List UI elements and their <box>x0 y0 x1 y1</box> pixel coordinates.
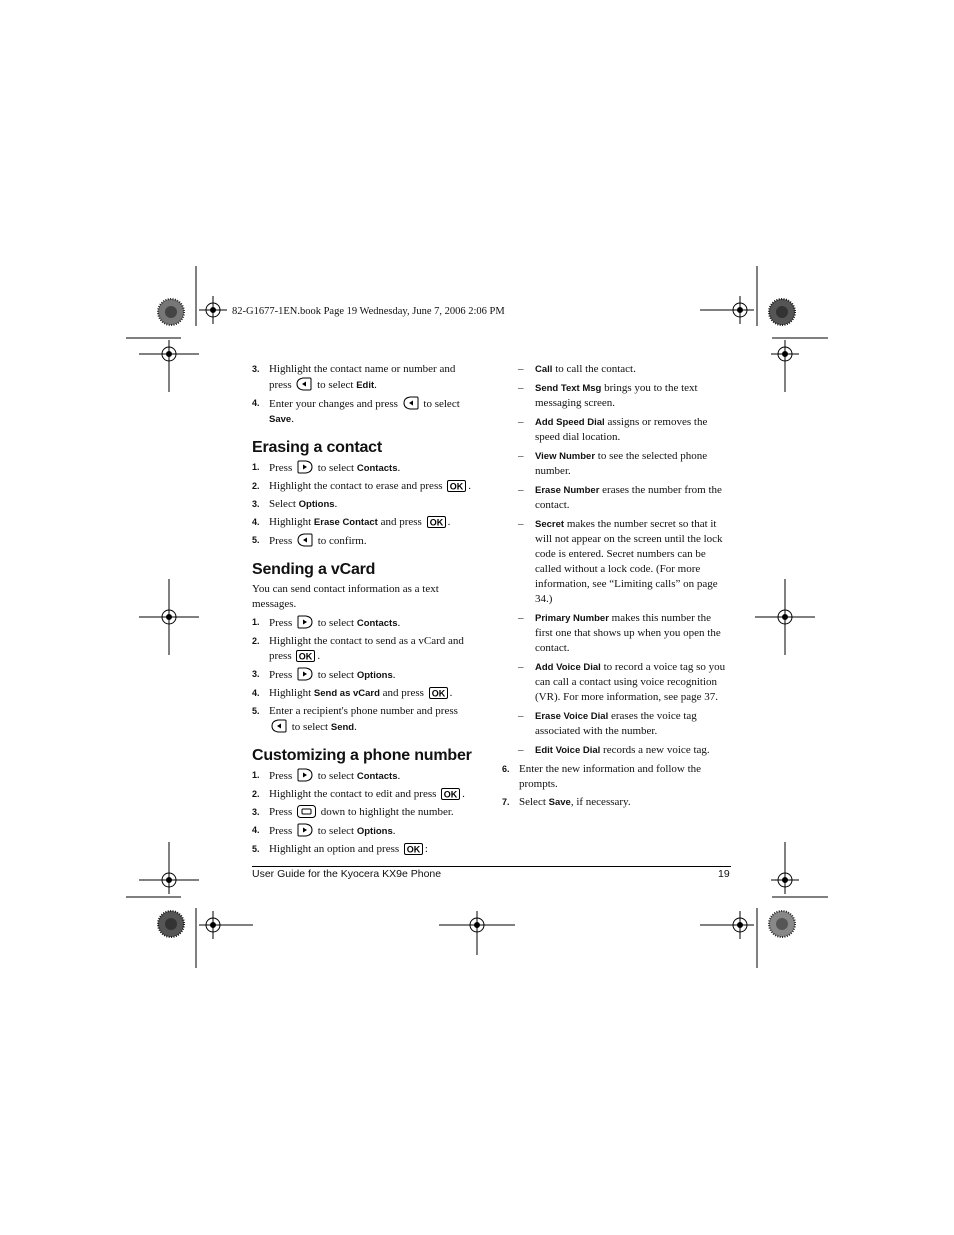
left-softkey-icon <box>297 533 313 547</box>
left-column <box>252 362 477 860</box>
step-text <box>269 462 400 474</box>
option-key: View Number <box>535 451 596 462</box>
step-before: Press <box>269 669 295 681</box>
step-before: Highlight the contact to edit and press <box>269 788 440 800</box>
list-item <box>252 615 477 631</box>
right-softkey-icon <box>297 615 313 629</box>
vcard-intro: You can send contact information as a text messages. <box>252 583 439 610</box>
step-before: Enter the new information and follow the prompts. <box>519 763 702 790</box>
book-header: 82-G1677-1EN.book Page 19 Wednesday, June 7, 2006 2:06 PM <box>232 306 505 317</box>
option-key: Erase Number <box>535 485 600 496</box>
list-item <box>502 762 730 792</box>
list-item <box>252 362 477 393</box>
step-end: . <box>317 650 321 662</box>
menu-key: Save <box>269 414 292 425</box>
list-item <box>252 842 477 857</box>
menu-key: Erase Contact <box>313 517 378 528</box>
step-after: to select <box>289 721 331 733</box>
bullet-dash: – <box>518 710 524 722</box>
bullet-dash: – <box>518 363 524 375</box>
step-number: 3. <box>252 499 260 509</box>
step-text <box>269 806 454 818</box>
option-item <box>502 362 730 377</box>
option-item <box>502 743 730 758</box>
step-text <box>269 788 465 800</box>
step-number: 4. <box>252 517 260 527</box>
option-item <box>502 660 730 705</box>
step-number: 2. <box>252 636 260 646</box>
list-item <box>252 787 477 802</box>
step-text <box>269 705 458 733</box>
list-item <box>252 460 477 476</box>
bullet-dash: – <box>518 518 524 530</box>
option-key: Call <box>535 364 553 375</box>
option-description: makes the number secret so that it will not appear on the screen until the lock code is entered. Secret numbers can be called without a lock code. (For more information, see “Limiting calls” on page 34.) <box>535 518 723 605</box>
step-after: to select <box>420 398 460 410</box>
step-before: Press <box>269 535 295 547</box>
option-item <box>502 415 730 445</box>
step-text <box>269 825 395 837</box>
option-description: assigns or removes the speed dial location. <box>535 416 708 443</box>
step-end: . <box>354 721 357 733</box>
option-key: Erase Voice Dial <box>535 711 609 722</box>
svg-text:OK: OK <box>431 688 445 699</box>
footer-title: User Guide for the Kyocera KX9e Phone <box>252 868 442 880</box>
menu-key: Edit <box>356 380 375 391</box>
step-after: and press <box>377 516 425 528</box>
step-number: 5. <box>252 535 260 545</box>
step-text <box>269 687 452 699</box>
step-number: 5. <box>252 844 260 854</box>
option-item <box>502 709 730 739</box>
ok-key-icon <box>296 650 315 662</box>
step-text <box>519 763 701 790</box>
step-end: . <box>397 462 401 474</box>
step-before: Highlight an option and press <box>269 843 402 855</box>
step-end: . <box>468 480 472 492</box>
step-text <box>269 770 400 782</box>
step-text <box>269 498 337 510</box>
step-before: Press <box>269 462 295 474</box>
bullet-dash: – <box>518 382 524 394</box>
left-softkey-icon <box>296 377 312 391</box>
right-softkey-icon <box>297 823 313 837</box>
step-before: Press <box>269 617 295 629</box>
bullet-dash: – <box>518 416 524 428</box>
step-number: 4. <box>252 398 260 408</box>
svg-text:OK: OK <box>299 651 313 662</box>
step-end: . <box>374 379 377 391</box>
step-after: to select <box>314 617 357 629</box>
heading-sending-vcard: Sending a vCard <box>252 561 376 578</box>
step-number: 7. <box>502 797 510 807</box>
step-number: 1. <box>252 770 260 780</box>
footer-rule <box>252 866 731 867</box>
step-end: . <box>397 617 401 629</box>
step-before: Press <box>269 806 295 818</box>
ok-key-icon <box>427 516 446 528</box>
step-before: Highlight <box>269 516 314 528</box>
menu-key: Options <box>356 826 393 837</box>
step-after: to select <box>314 669 357 681</box>
step-after: to select <box>314 379 357 391</box>
list-item <box>252 497 477 512</box>
svg-text:OK: OK <box>406 844 421 855</box>
step-text <box>269 363 455 391</box>
vcard-steps <box>252 615 477 735</box>
menu-key: Send <box>330 722 355 733</box>
step-text <box>269 843 428 855</box>
svg-text:OK: OK <box>429 517 443 528</box>
step-text <box>269 669 395 681</box>
step-end: . <box>449 687 453 699</box>
option-item <box>502 517 730 607</box>
option-item <box>502 449 730 479</box>
intro-steps <box>252 362 477 427</box>
right-column <box>502 362 730 813</box>
step-end: . <box>392 825 396 837</box>
menu-key: Contacts <box>356 618 398 629</box>
bullet-dash: – <box>518 612 524 624</box>
step-after: to select <box>314 462 357 474</box>
step-before: Enter a recipient's phone number and press <box>269 705 458 717</box>
right-softkey-icon <box>297 460 313 474</box>
step-text <box>269 398 460 425</box>
option-key: Add Voice Dial <box>535 662 601 673</box>
step-before: Highlight the contact name or number and press <box>269 363 456 391</box>
step-text <box>269 635 464 662</box>
step-after: to confirm. <box>314 535 367 547</box>
left-softkey-icon <box>271 719 287 733</box>
step-number: 3. <box>252 807 260 817</box>
step-text <box>519 796 631 808</box>
option-item <box>502 611 730 656</box>
option-description: brings you to the text messaging screen. <box>535 382 698 409</box>
option-description: erases the voice tag associated with the number. <box>535 710 697 737</box>
page-number: 19 <box>718 868 730 880</box>
bullet-dash: – <box>518 661 524 673</box>
menu-key: Save <box>548 797 571 808</box>
option-description: to record a voice tag so you can call a contact using voice recognition (VR). For more information, see page 37. <box>535 661 726 703</box>
step-before: Highlight the contact to erase and press <box>269 480 446 492</box>
option-key: Add Speed Dial <box>535 417 605 428</box>
option-description: erases the number from the contact. <box>535 484 722 511</box>
list-item <box>252 686 477 701</box>
step-text <box>269 516 450 528</box>
option-key: Edit Voice Dial <box>535 745 601 756</box>
bullet-dash: – <box>518 744 524 756</box>
step-number: 4. <box>252 688 260 698</box>
menu-key: Send as vCard <box>313 688 380 699</box>
step-before: Select <box>269 498 299 510</box>
step-end: . <box>392 669 396 681</box>
list-item <box>252 805 477 820</box>
menu-key: Options <box>356 670 393 681</box>
ok-key-icon <box>447 480 466 492</box>
step-number: 3. <box>252 669 260 679</box>
step-before: Select <box>519 796 549 808</box>
step-before: Enter your changes and press <box>269 398 401 410</box>
step-number: 5. <box>252 706 260 716</box>
right-softkey-icon <box>297 667 313 681</box>
list-item <box>252 396 477 427</box>
svg-text:OK: OK <box>443 789 458 800</box>
erasing-steps <box>252 460 477 549</box>
step-after: to select <box>314 770 357 782</box>
bullet-dash: – <box>518 450 524 462</box>
step-after: and press <box>379 687 427 699</box>
step-number: 2. <box>252 789 260 799</box>
menu-key: Contacts <box>356 463 398 474</box>
step-number: 4. <box>252 825 260 835</box>
ok-key-icon <box>404 843 423 855</box>
heading-customizing-number: Customizing a phone number <box>252 747 472 764</box>
step-text <box>269 617 400 629</box>
heading-erasing-contact: Erasing a contact <box>252 439 382 456</box>
option-key: Secret <box>535 519 565 530</box>
nav-key-icon <box>297 805 316 818</box>
option-description: to call the contact. <box>552 363 636 375</box>
step-before: Press <box>269 770 295 782</box>
step-after: down to highlight the number. <box>317 806 454 818</box>
step-end: . <box>447 516 451 528</box>
step-text <box>269 535 367 547</box>
step-end: . <box>397 770 401 782</box>
step-number: 2. <box>252 481 260 491</box>
menu-key: Contacts <box>356 771 398 782</box>
list-item <box>252 515 477 530</box>
step-before: Highlight <box>269 687 314 699</box>
step-number: 6. <box>502 764 510 774</box>
list-item <box>252 704 477 735</box>
option-item <box>502 483 730 513</box>
option-key: Send Text Msg <box>535 383 602 394</box>
step-end: : <box>424 843 428 855</box>
left-softkey-icon <box>403 396 419 410</box>
option-item <box>502 381 730 411</box>
option-description: to see the selected phone number. <box>535 450 708 477</box>
step-end: . <box>462 788 465 800</box>
step-end: . <box>291 413 294 425</box>
svg-text:OK: OK <box>450 481 464 492</box>
ok-key-icon <box>441 788 460 800</box>
step-end: . <box>334 498 338 510</box>
step-before: Press <box>269 825 295 837</box>
menu-key: Options <box>298 499 335 510</box>
right-softkey-icon <box>297 768 313 782</box>
customizing-steps <box>252 768 477 857</box>
list-item <box>252 479 477 494</box>
list-item <box>252 823 477 839</box>
step-number: 1. <box>252 617 260 627</box>
step-text <box>269 480 471 492</box>
option-list <box>502 362 730 758</box>
step-before: Highlight the contact to send as a vCard and press <box>269 635 464 662</box>
option-key: Primary Number <box>535 613 609 624</box>
list-item <box>252 768 477 784</box>
step-end: , if necessary. <box>570 796 631 808</box>
ok-key-icon <box>429 687 448 699</box>
step-number: 1. <box>252 462 260 472</box>
option-description: records a new voice tag. <box>600 744 710 756</box>
option-description: makes this number the first one that shows up when you open the contact. <box>535 612 721 654</box>
final-steps <box>502 762 730 810</box>
step-after: to select <box>314 825 357 837</box>
list-item <box>502 795 730 810</box>
list-item <box>252 533 477 549</box>
bullet-dash: – <box>518 484 524 496</box>
list-item <box>252 667 477 683</box>
step-number: 3. <box>252 364 260 374</box>
list-item <box>252 634 477 664</box>
